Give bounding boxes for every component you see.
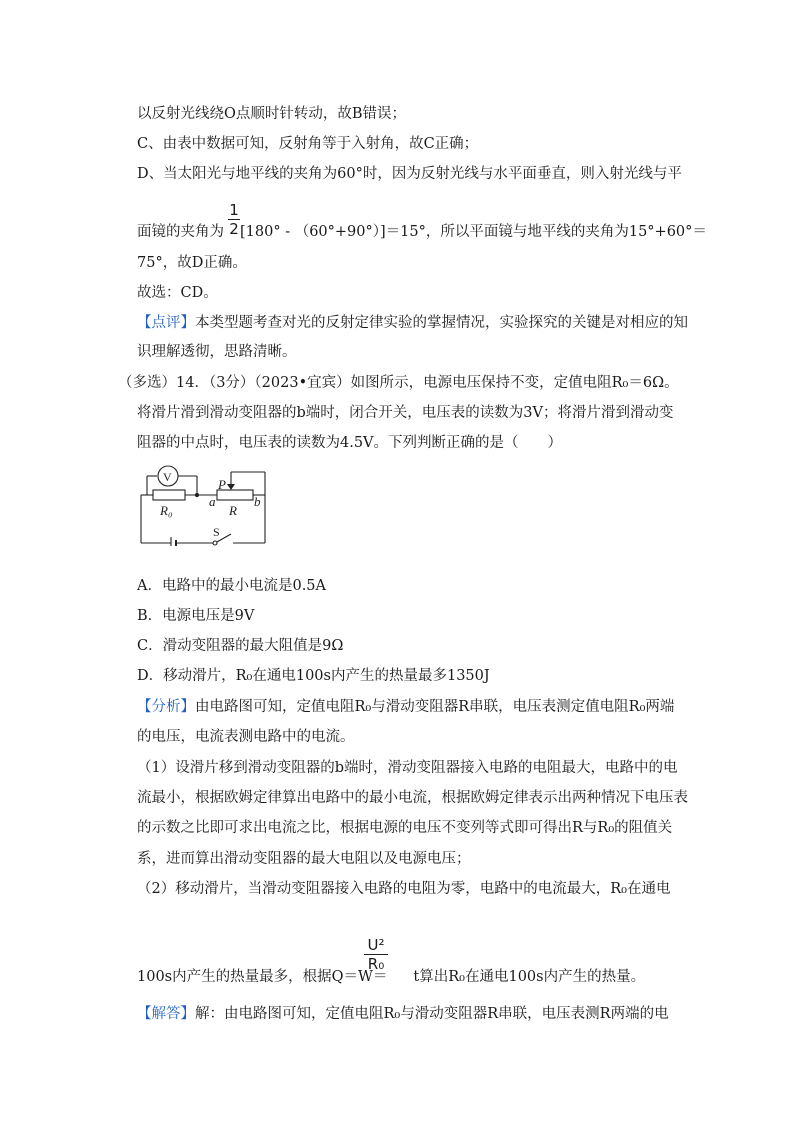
- text-fragment: t算出R₀在通电100s内产生的热量。: [413, 969, 646, 985]
- text-line: 的电压，电流表测电路中的电流。: [137, 729, 355, 745]
- text-line: [137, 967, 645, 987]
- option-c: C．滑动变阻器的最大阻值是9Ω: [137, 638, 344, 654]
- text-line: D、当太阳光与地平线的夹角为60°时，因为反射光线与水平面垂直，则入射光线与平: [137, 166, 682, 182]
- circuit-diagram: [133, 464, 273, 546]
- text-line: 的示数之比即可求出电流之比，根据电源的电压不变列等式即可得出R与R₀的阻值关: [137, 820, 673, 836]
- text-line: （2）移动滑片，当滑动变阻器接入电路的电阻为零，电路中的电流最大，R₀在通电: [137, 881, 671, 897]
- review-tag: 【点评】: [137, 315, 195, 331]
- text-fragment: 解：由电路图可知，定值电阻R₀与滑动变阻器R串联，电压表测R两端的电: [195, 1006, 669, 1022]
- review-line: [137, 313, 688, 333]
- option-a: A．电路中的最小电流是0.5A: [137, 578, 327, 594]
- text-fragment: 100s内产生的热量最多，根据Q＝W＝: [137, 969, 388, 985]
- analysis-line: [137, 697, 674, 717]
- point-a-label: a: [209, 494, 216, 509]
- rheostat-label: R: [229, 503, 237, 518]
- text-line: 识理解透彻，思路清晰。: [137, 344, 297, 360]
- option-b: B．电源电压是9V: [137, 608, 255, 624]
- analysis-tag: 【分析】: [137, 699, 195, 715]
- slider-arrow-icon: [227, 484, 235, 490]
- text-line: 流最小，根据欧姆定律算出电路中的最小电流，根据欧姆定律表示出两种情况下电压表: [137, 790, 688, 806]
- fraction-numerator: 1: [229, 201, 239, 219]
- voltmeter-label: V: [163, 470, 172, 484]
- text-line: 75°，故D正确。: [137, 255, 247, 271]
- text-line: 以反射光线绕O点顺时针转动，故B错误；: [137, 106, 407, 122]
- resistor-r0: [153, 490, 185, 500]
- text-line: C、由表中数据可知，反射角等于入射角，故C正确；: [137, 136, 479, 152]
- text-fragment: 由电路图可知，定值电阻R₀与滑动变阻器R串联，电压表测定值电阻R₀两端: [195, 699, 675, 715]
- text-fragment: 面镜的夹角为: [137, 224, 224, 240]
- text-line: 故选：CD。: [137, 285, 218, 301]
- slider-p-label: P: [218, 477, 226, 492]
- text-line: 阻器的中点时，电压表的读数为4.5V。下列判断正确的是（ ）: [137, 435, 563, 451]
- question-line: （多选）14．（3分）（2023•宜宾）如图所示，电源电压保持不变，定值电阻R₀＝6Ω。: [118, 375, 679, 391]
- fraction-numerator: U²: [367, 936, 385, 954]
- text-line: （1）设滑片移到滑动变阻器的b端时，滑动变阻器接入电路的电阻最大，电路中的电: [137, 760, 678, 776]
- text-line: [137, 222, 707, 242]
- fraction-denominator: 2: [229, 220, 239, 238]
- solution-line: [137, 1004, 669, 1024]
- solution-tag: 【解答】: [137, 1006, 195, 1022]
- switch-icon: [213, 541, 217, 545]
- switch-label: S: [213, 525, 220, 539]
- text-line: 将滑片滑到滑动变阻器的b端时，闭合开关，电压表的读数为3V；将滑片滑到滑动变: [137, 405, 674, 421]
- fraction-denominator: R₀: [367, 955, 385, 973]
- text-fragment: 本类型题考查对光的反射定律实验的掌握情况，实验探究的关键是对相应的知: [195, 315, 688, 331]
- point-b-label: b: [254, 494, 261, 509]
- r0-label: R₀: [160, 503, 173, 518]
- option-d: D．移动滑片，R₀在通电100s内产生的热量最多1350J: [137, 668, 490, 684]
- text-line: 系，进而算出滑动变阻器的最大电阻以及电源电压；: [137, 851, 471, 867]
- text-fragment: [180° - （60°+90°）]＝15°，所以平面镜与地平线的夹角为15°+60°＝: [240, 224, 707, 240]
